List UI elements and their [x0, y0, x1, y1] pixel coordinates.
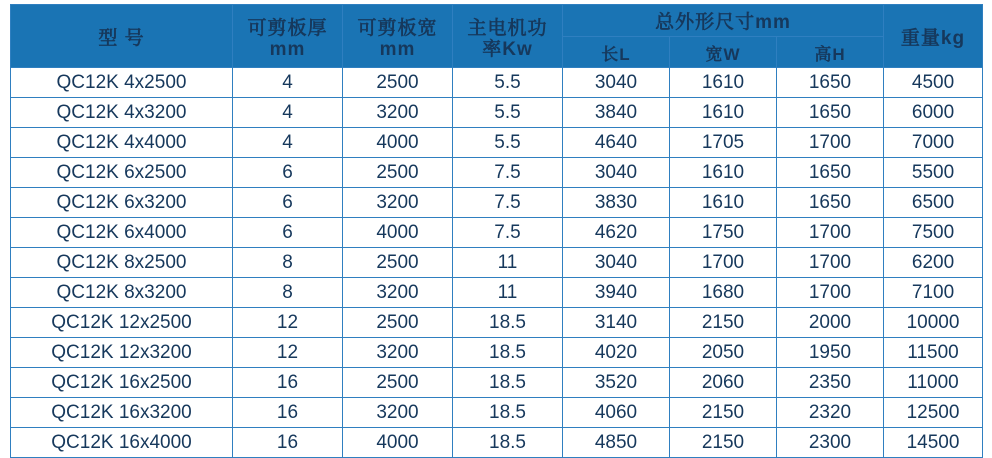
cell-plate-width: 4000: [343, 218, 453, 248]
cell-width: 1680: [670, 278, 777, 308]
cell-width: 2150: [670, 398, 777, 428]
cell-width: 1750: [670, 218, 777, 248]
cell-plate-width: 2500: [343, 158, 453, 188]
cell-model: QC12K 12x2500: [11, 308, 233, 338]
motor-power-label-line1: 主电机功: [467, 17, 548, 39]
table-row: [11, 398, 983, 428]
cell-motor-power: 7.5: [453, 218, 563, 248]
plate-width-label-line2: mm: [379, 38, 416, 60]
cell-weight: 6200: [884, 248, 983, 278]
cell-plate-thickness: 6: [233, 158, 343, 188]
cell-height: 1650: [777, 158, 884, 188]
column-header-plate-width: [343, 5, 453, 68]
cell-width: 2150: [670, 308, 777, 338]
column-header-width: 宽W: [670, 37, 777, 68]
table-row: [11, 338, 983, 368]
cell-model: QC12K 16x4000: [11, 428, 233, 458]
cell-width: 2060: [670, 368, 777, 398]
cell-length: 3040: [563, 158, 670, 188]
plate-thickness-label-line1: 可剪板厚: [247, 17, 328, 39]
cell-model: QC12K 6x4000: [11, 218, 233, 248]
cell-weight: 14500: [884, 428, 983, 458]
cell-width: 1610: [670, 68, 777, 98]
cell-weight: 6000: [884, 98, 983, 128]
plate-width-label-line1: 可剪板宽: [357, 17, 438, 39]
table-header: [11, 5, 983, 68]
column-header-overall-dimensions: 总外形尺寸mm: [563, 5, 884, 37]
cell-plate-thickness: 4: [233, 128, 343, 158]
column-header-plate-thickness: [233, 5, 343, 68]
column-header-weight: 重量kg: [884, 5, 983, 68]
cell-weight: 6500: [884, 188, 983, 218]
cell-length: 3140: [563, 308, 670, 338]
cell-width: 2150: [670, 428, 777, 458]
specification-table: [10, 4, 983, 458]
cell-model: QC12K 8x2500: [11, 248, 233, 278]
cell-weight: 12500: [884, 398, 983, 428]
cell-width: 2050: [670, 338, 777, 368]
cell-length: 4640: [563, 128, 670, 158]
cell-model: QC12K 4x3200: [11, 98, 233, 128]
cell-plate-thickness: 12: [233, 338, 343, 368]
cell-motor-power: 7.5: [453, 188, 563, 218]
cell-length: 3040: [563, 68, 670, 98]
cell-weight: 7000: [884, 128, 983, 158]
cell-weight: 4500: [884, 68, 983, 98]
cell-weight: 5500: [884, 158, 983, 188]
cell-motor-power: 7.5: [453, 158, 563, 188]
cell-motor-power: 18.5: [453, 368, 563, 398]
cell-width: 1610: [670, 188, 777, 218]
cell-height: 1700: [777, 248, 884, 278]
cell-height: 1700: [777, 128, 884, 158]
table-row: [11, 428, 983, 458]
cell-height: 1650: [777, 188, 884, 218]
cell-plate-thickness: 8: [233, 248, 343, 278]
table-row: [11, 188, 983, 218]
cell-plate-thickness: 8: [233, 278, 343, 308]
cell-length: 4620: [563, 218, 670, 248]
cell-motor-power: 18.5: [453, 428, 563, 458]
cell-weight: 7100: [884, 278, 983, 308]
cell-weight: 11000: [884, 368, 983, 398]
cell-motor-power: 11: [453, 278, 563, 308]
cell-model: QC12K 16x3200: [11, 398, 233, 428]
motor-power-label-line2: 率Kw: [482, 38, 533, 60]
table-row: [11, 158, 983, 188]
cell-length: 4020: [563, 338, 670, 368]
cell-motor-power: 11: [453, 248, 563, 278]
cell-plate-thickness: 6: [233, 188, 343, 218]
cell-height: 2300: [777, 428, 884, 458]
cell-plate-thickness: 12: [233, 308, 343, 338]
cell-plate-width: 4000: [343, 428, 453, 458]
cell-model: QC12K 12x3200: [11, 338, 233, 368]
cell-plate-width: 3200: [343, 188, 453, 218]
cell-weight: 10000: [884, 308, 983, 338]
cell-plate-width: 3200: [343, 398, 453, 428]
cell-plate-width: 2500: [343, 368, 453, 398]
cell-width: 1610: [670, 158, 777, 188]
cell-model: QC12K 4x2500: [11, 68, 233, 98]
column-header-motor-power: [453, 5, 563, 68]
cell-length: 3830: [563, 188, 670, 218]
table-row: [11, 308, 983, 338]
cell-plate-width: 3200: [343, 98, 453, 128]
cell-weight: 11500: [884, 338, 983, 368]
cell-height: 2320: [777, 398, 884, 428]
cell-model: QC12K 6x3200: [11, 188, 233, 218]
column-header-length: 长L: [563, 37, 670, 68]
column-header-height: 高H: [777, 37, 884, 68]
cell-width: 1700: [670, 248, 777, 278]
cell-width: 1705: [670, 128, 777, 158]
cell-plate-thickness: 4: [233, 68, 343, 98]
cell-height: 1650: [777, 98, 884, 128]
cell-plate-thickness: 6: [233, 218, 343, 248]
cell-weight: 7500: [884, 218, 983, 248]
cell-plate-thickness: 16: [233, 398, 343, 428]
table-row: [11, 218, 983, 248]
cell-length: 3040: [563, 248, 670, 278]
cell-plate-width: 4000: [343, 128, 453, 158]
cell-motor-power: 5.5: [453, 98, 563, 128]
table-body: [11, 68, 983, 458]
cell-model: QC12K 6x2500: [11, 158, 233, 188]
table-header-row-1: [11, 5, 983, 37]
cell-plate-thickness: 4: [233, 98, 343, 128]
plate-thickness-label-line2: mm: [269, 38, 306, 60]
table-row: [11, 68, 983, 98]
cell-plate-width: 3200: [343, 338, 453, 368]
table-row: [11, 368, 983, 398]
cell-motor-power: 18.5: [453, 338, 563, 368]
cell-plate-thickness: 16: [233, 368, 343, 398]
cell-width: 1610: [670, 98, 777, 128]
cell-model: QC12K 4x4000: [11, 128, 233, 158]
table-row: [11, 248, 983, 278]
table-row: [11, 128, 983, 158]
cell-plate-thickness: 16: [233, 428, 343, 458]
cell-motor-power: 18.5: [453, 308, 563, 338]
cell-plate-width: 3200: [343, 278, 453, 308]
cell-plate-width: 2500: [343, 308, 453, 338]
cell-plate-width: 2500: [343, 68, 453, 98]
cell-motor-power: 5.5: [453, 128, 563, 158]
cell-length: 4850: [563, 428, 670, 458]
cell-length: 3520: [563, 368, 670, 398]
table-row: [11, 98, 983, 128]
cell-motor-power: 18.5: [453, 398, 563, 428]
cell-height: 1650: [777, 68, 884, 98]
cell-model: QC12K 8x3200: [11, 278, 233, 308]
cell-length: 3840: [563, 98, 670, 128]
cell-motor-power: 5.5: [453, 68, 563, 98]
table-row: [11, 278, 983, 308]
cell-height: 2000: [777, 308, 884, 338]
cell-height: 2350: [777, 368, 884, 398]
cell-model: QC12K 16x2500: [11, 368, 233, 398]
cell-plate-width: 2500: [343, 248, 453, 278]
cell-height: 1700: [777, 218, 884, 248]
column-header-model: 型 号: [11, 5, 233, 68]
cell-length: 3940: [563, 278, 670, 308]
cell-height: 1700: [777, 278, 884, 308]
cell-length: 4060: [563, 398, 670, 428]
cell-height: 1950: [777, 338, 884, 368]
